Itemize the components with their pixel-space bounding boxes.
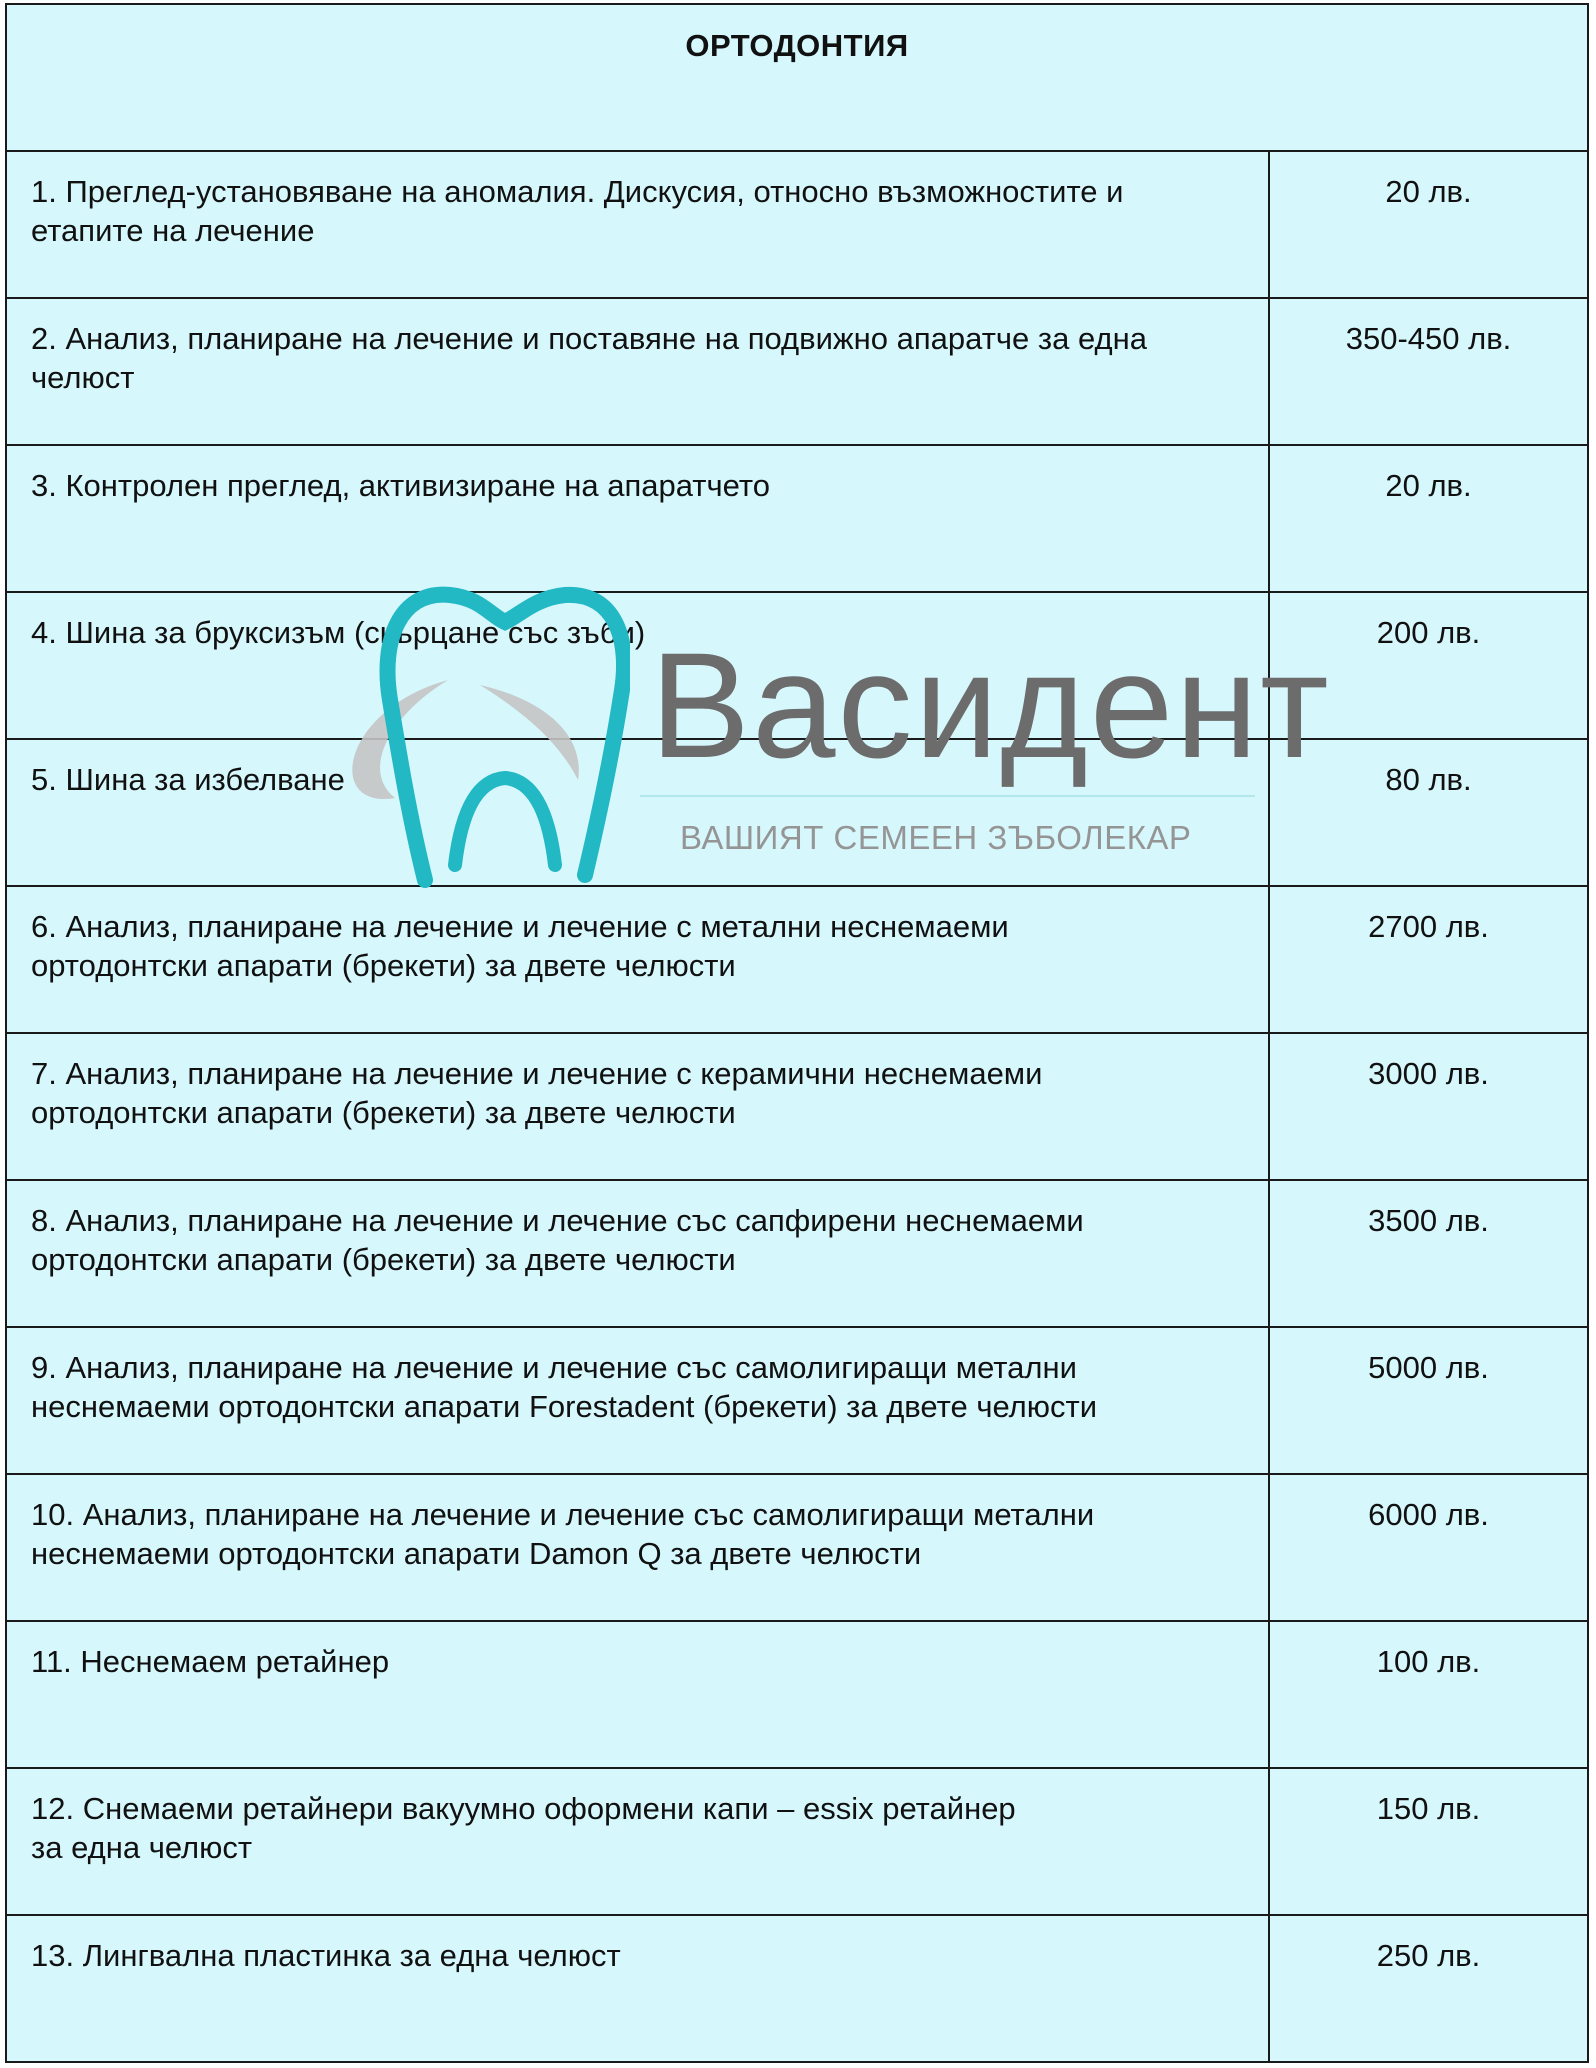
service-price: 6000 лв. [1368,1497,1489,1532]
service-price: 150 лв. [1376,1791,1481,1826]
table-row [7,1475,1587,1622]
service-price: 100 лв. [1376,1644,1481,1679]
table-row [7,593,1587,740]
table-row [7,1328,1587,1475]
service-description: 2. Анализ, планиране на лечение и поставяне на подвижно апаратче за една челюст [7,299,1270,444]
table-row [7,1916,1587,2063]
table-row [7,740,1587,887]
table-row [7,1181,1587,1328]
service-price: 2700 лв. [1368,909,1489,944]
service-description: 11. Неснемаем ретайнер [7,1622,1270,1767]
table-row [7,1769,1587,1916]
service-description: 10. Анализ, планиране на лечение и лечение със самолигиращи метални неснемаеми ортодонтски апарати Damon Q за двете челюсти [7,1475,1270,1620]
service-description: 6. Анализ, планиране на лечение и лечение с метални неснемаеми ортодонтски апарати (брекети) за двете челюсти [7,887,1270,1032]
brand-tagline: ВАШИЯТ СЕМЕЕН ЗЪБОЛЕКАР [680,819,1192,856]
table-row [7,1034,1587,1181]
service-description: 3. Контролен преглед, активизиране на апаратчето [7,446,1270,591]
service-description: 12. Снемаеми ретайнери вакуумно оформени капи – essix ретайнер за една челюст [7,1769,1270,1914]
service-price: 20 лв. [1385,468,1472,503]
service-description: 1. Преглед-установяване на аномалия. Дискусия, относно възможностите и етапите на лечение [7,152,1270,297]
service-description: 9. Анализ, планиране на лечение и лечение със самолигиращи метални неснемаеми ортодонтски апарати Forestadent (брекети) за двете челюсти [7,1328,1270,1473]
service-price: 20 лв. [1385,174,1472,209]
service-price: 200 лв. [1376,615,1481,650]
service-description: 5. Шина за избелване [7,740,1270,885]
service-description: 7. Анализ, планиране на лечение и лечение с керамични неснемаеми ортодонтски апарати (брекети) за двете челюсти [7,1034,1270,1179]
table-row [7,446,1587,593]
service-price: 80 лв. [1385,762,1472,797]
table-row [7,299,1587,446]
service-price: 350-450 лв. [1345,321,1512,356]
service-description: 13. Лингвална пластинка за една челюст [7,1916,1270,2063]
service-price: 3000 лв. [1368,1056,1489,1091]
table-row [7,887,1587,1034]
price-table [5,3,1589,2063]
service-price: 3500 лв. [1368,1203,1489,1238]
table-row [7,152,1587,299]
service-description: 8. Анализ, планиране на лечение и лечение със сапфирени неснемаеми ортодонтски апарати (брекети) за двете челюсти [7,1181,1270,1326]
service-price: 5000 лв. [1368,1350,1489,1385]
table-title: ОРТОДОНТИЯ [685,28,909,63]
table-row [7,1622,1587,1769]
service-description: 4. Шина за бруксизъм (скърцане със зъби) [7,593,1270,738]
table-header [7,5,1587,152]
brand-name: Васидент [650,621,1331,789]
service-price: 250 лв. [1376,1938,1481,1973]
